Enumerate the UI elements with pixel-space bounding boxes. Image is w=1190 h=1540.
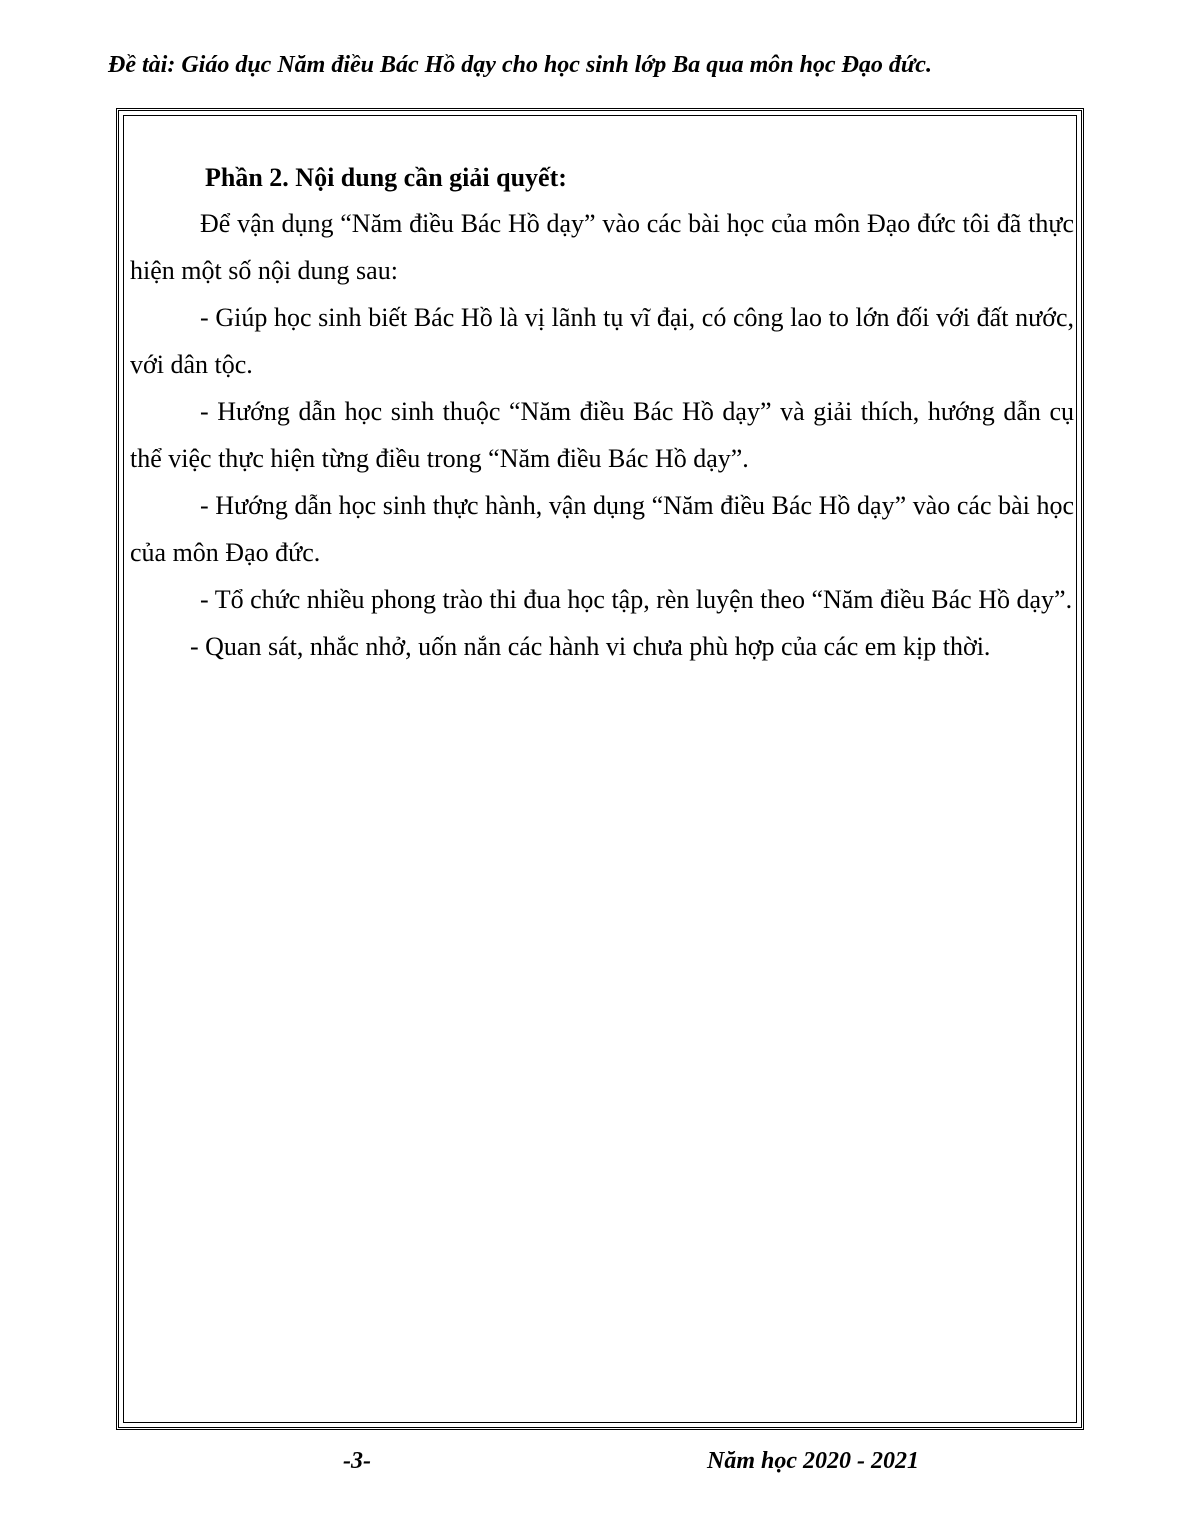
paragraph-item-5: - Quan sát, nhắc nhở, uốn nắn các hành vi chưa phù hợp của các em kịp thời. xyxy=(190,632,991,661)
school-year: Năm học 2020 - 2021 xyxy=(707,1448,919,1474)
document-header: Đề tài: Giáo dục Năm điều Bác Hồ dạy cho học sinh lớp Ba qua môn học Đạo đức. xyxy=(108,52,932,78)
paragraph-item-2: - Hướng dẫn học sinh thuộc “Năm điều Bác Hồ dạy” và giải thích, hướng dẫn cụ thể việc thực hiện từng điều trong “Năm điều Bác Hồ dạy”. xyxy=(130,397,1074,473)
paragraph-item-1: - Giúp học sinh biết Bác Hồ là vị lãnh tụ vĩ đại, có công lao to lớn đối với đất nước, với dân tộc. xyxy=(130,303,1074,379)
page-number: -3- xyxy=(343,1448,371,1474)
section-heading: Phần 2. Nội dung cần giải quyết: xyxy=(205,163,567,192)
paragraph-item-3: - Hướng dẫn học sinh thực hành, vận dụng “Năm điều Bác Hồ dạy” vào các bài học của môn Đạo đức. xyxy=(130,491,1074,567)
paragraph-intro: Để vận dụng “Năm điều Bác Hồ dạy” vào các bài học của môn Đạo đức tôi đã thực hiện một số nội dung sau: xyxy=(130,209,1074,285)
paragraph-item-4: - Tổ chức nhiều phong trào thi đua học tập, rèn luyện theo “Năm điều Bác Hồ dạy”. xyxy=(200,585,1073,614)
section-content xyxy=(130,156,1074,670)
